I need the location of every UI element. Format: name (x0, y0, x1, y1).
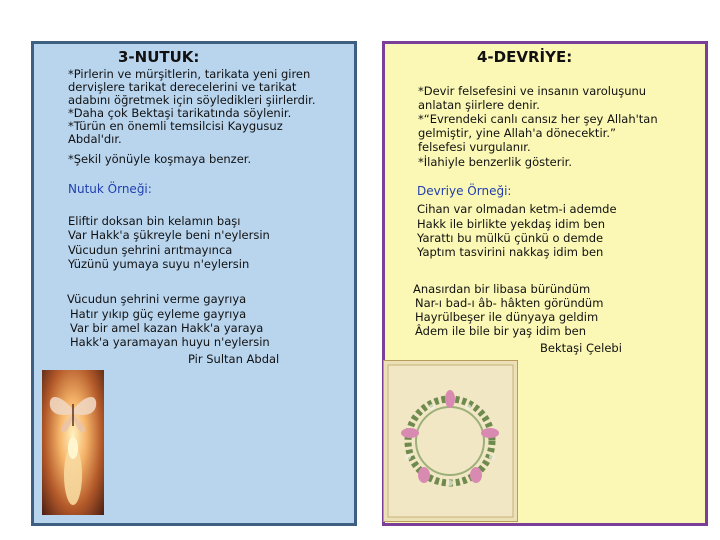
devriye-intro-line: anlatan şiirlere denir. (418, 98, 540, 112)
verse-line: Vücudun şehrini verme gayrıya (67, 292, 247, 306)
verse-line: Var Hakk'a şükreyle beni n'eylersin (68, 228, 270, 242)
verse-line: Hayrülbeşer ile dünyaya geldim (415, 310, 599, 324)
floral-wreath-picture (383, 360, 518, 522)
nutuk-intro-line: adabını öğretmek için söyledikleri şiirlerdir. (68, 93, 316, 107)
verse-line: Yarattı bu mülkü çünkü o demde (417, 231, 604, 245)
devriye-intro-line: *İlahiyle benzerlik gösterir. (418, 155, 572, 169)
verse-line: Hatır yıkıp güç eyleme gayrıya (70, 307, 247, 321)
devriye-author: Bektaşi Çelebi (540, 341, 622, 355)
verse-line: Anasırdan bir libasa büründüm (413, 282, 591, 296)
devriye-intro-line: *“Evrendeki canlı cansız her şey Allah'tan (418, 112, 658, 126)
verse-line: Vücudun şehrini arıtmayınca (68, 243, 233, 257)
nutuk-intro-line: *Şekil yönüyle koşmaya benzer. (68, 152, 252, 166)
devriye-intro-line: gelmiştir, yine Allah'a dönecektir.” (418, 126, 616, 140)
verse-line: Nar-ı bad-ı âb- hâkten göründüm (415, 296, 604, 310)
verse-line: Var bir amel kazan Hakk'a yaraya (70, 321, 264, 335)
nutuk-author: Pir Sultan Abdal (188, 352, 280, 366)
nutuk-intro-line: Abdal'dır. (68, 132, 122, 146)
devriye-intro-line: *Devir felsefesini ve insanın varoluşunu (418, 84, 647, 98)
nutuk-title: 3-NUTUK: (118, 48, 200, 66)
nutuk-intro-line: *Pirlerin ve mürşitlerin, tarikata yeni giren (68, 67, 311, 81)
nutuk-example-heading: Nutuk Örneği: (68, 182, 152, 196)
verse-line: Âdem ile bile bir yaş idim ben (415, 324, 587, 338)
nutuk-intro-line: *Türün en önemli temsilcisi Kaygusuz (68, 119, 283, 133)
nutuk-intro-line: *Daha çok Bektaşi tarikatında söylenir. (68, 106, 292, 120)
verse-line: Yüzünü yumaya suyu n'eylersin (68, 257, 250, 271)
verse-line: Yaptım tasvirini nakkaş idim ben (417, 245, 604, 259)
devriye-intro-line: felsefesi vurgulanır. (418, 140, 531, 154)
devriye-title: 4-DEVRİYE: (477, 48, 573, 66)
butterfly-candle-picture (42, 370, 104, 515)
devriye-example-heading: Devriye Örneği: (417, 184, 512, 198)
verse-line: Eliftir doksan bin kelamın başı (68, 214, 241, 228)
nutuk-intro-line: dervişlere tarikat derecelerini ve tarikat (68, 80, 297, 94)
verse-line: Hakk'a yaramayan huyu n'eylersin (70, 335, 270, 349)
verse-line: Cihan var olmadan ketm-i ademde (417, 202, 617, 216)
verse-line: Hakk ile birlikte yekdaş idim ben (417, 217, 606, 231)
